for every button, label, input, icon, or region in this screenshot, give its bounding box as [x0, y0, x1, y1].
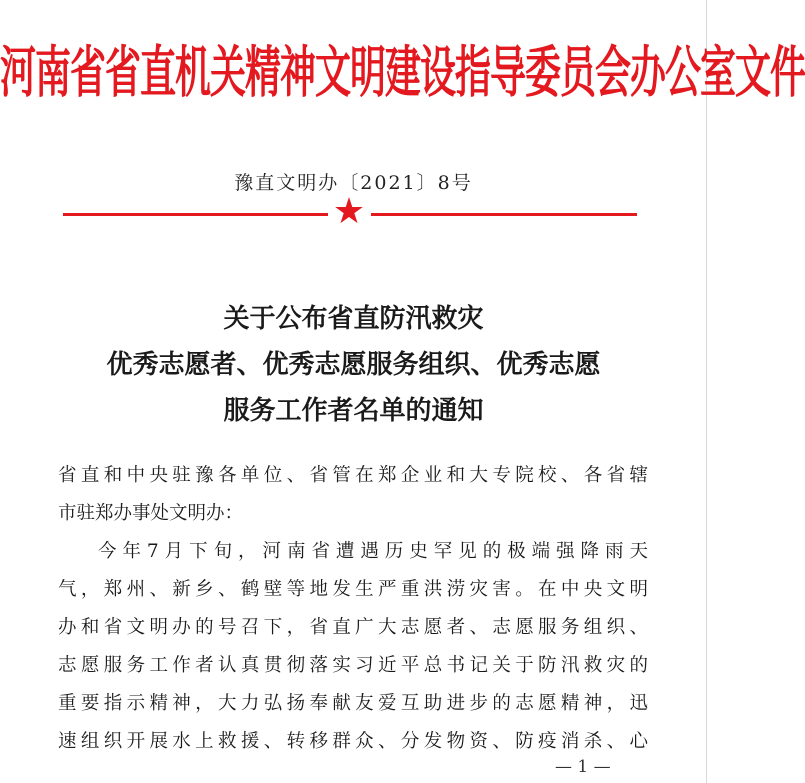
red-rule-right	[371, 213, 637, 216]
body-line: 速组织开展水上救援、转移群众、分发物资、防疫消杀、心	[58, 731, 648, 752]
body-line: 志愿服务工作者认真贯彻落实习近平总书记关于防汛救灾的	[58, 655, 648, 676]
document-number: 豫直文明办〔2021〕8号	[234, 172, 473, 194]
title-line-2: 优秀志愿者、优秀志愿服务组织、优秀志愿	[106, 350, 601, 380]
notice-body	[58, 457, 648, 761]
body-line: 省直和中央驻豫各单位、省管在郑企业和大专院校、各省辖	[58, 465, 648, 486]
body-line: 重要指示精神，大力弘扬奉献友爱互助进步的志愿精神，迅	[58, 693, 648, 714]
body-line: 今年7月下旬，河南省遭遇历史罕见的极端强降雨天	[98, 541, 648, 562]
page-number: — 1 —	[555, 757, 611, 777]
star-icon: ★	[332, 191, 366, 232]
red-rule-left	[63, 213, 328, 216]
body-line: 市驻郑办事处文明办：	[58, 503, 244, 524]
masthead-title: 河南省省直机关精神文明建设指导委员会办公室文件	[0, 41, 805, 106]
title-line-3: 服务工作者名单的通知	[223, 396, 484, 426]
body-line: 气，郑州、新乡、鹤壁等地发生严重洪涝灾害。在中央文明	[58, 579, 648, 600]
notice-title	[0, 296, 707, 434]
body-line: 办和省文明办的号召下，省直广大志愿者、志愿服务组织、	[58, 617, 648, 638]
title-line-1: 关于公布省直防汛救灾	[223, 304, 484, 334]
